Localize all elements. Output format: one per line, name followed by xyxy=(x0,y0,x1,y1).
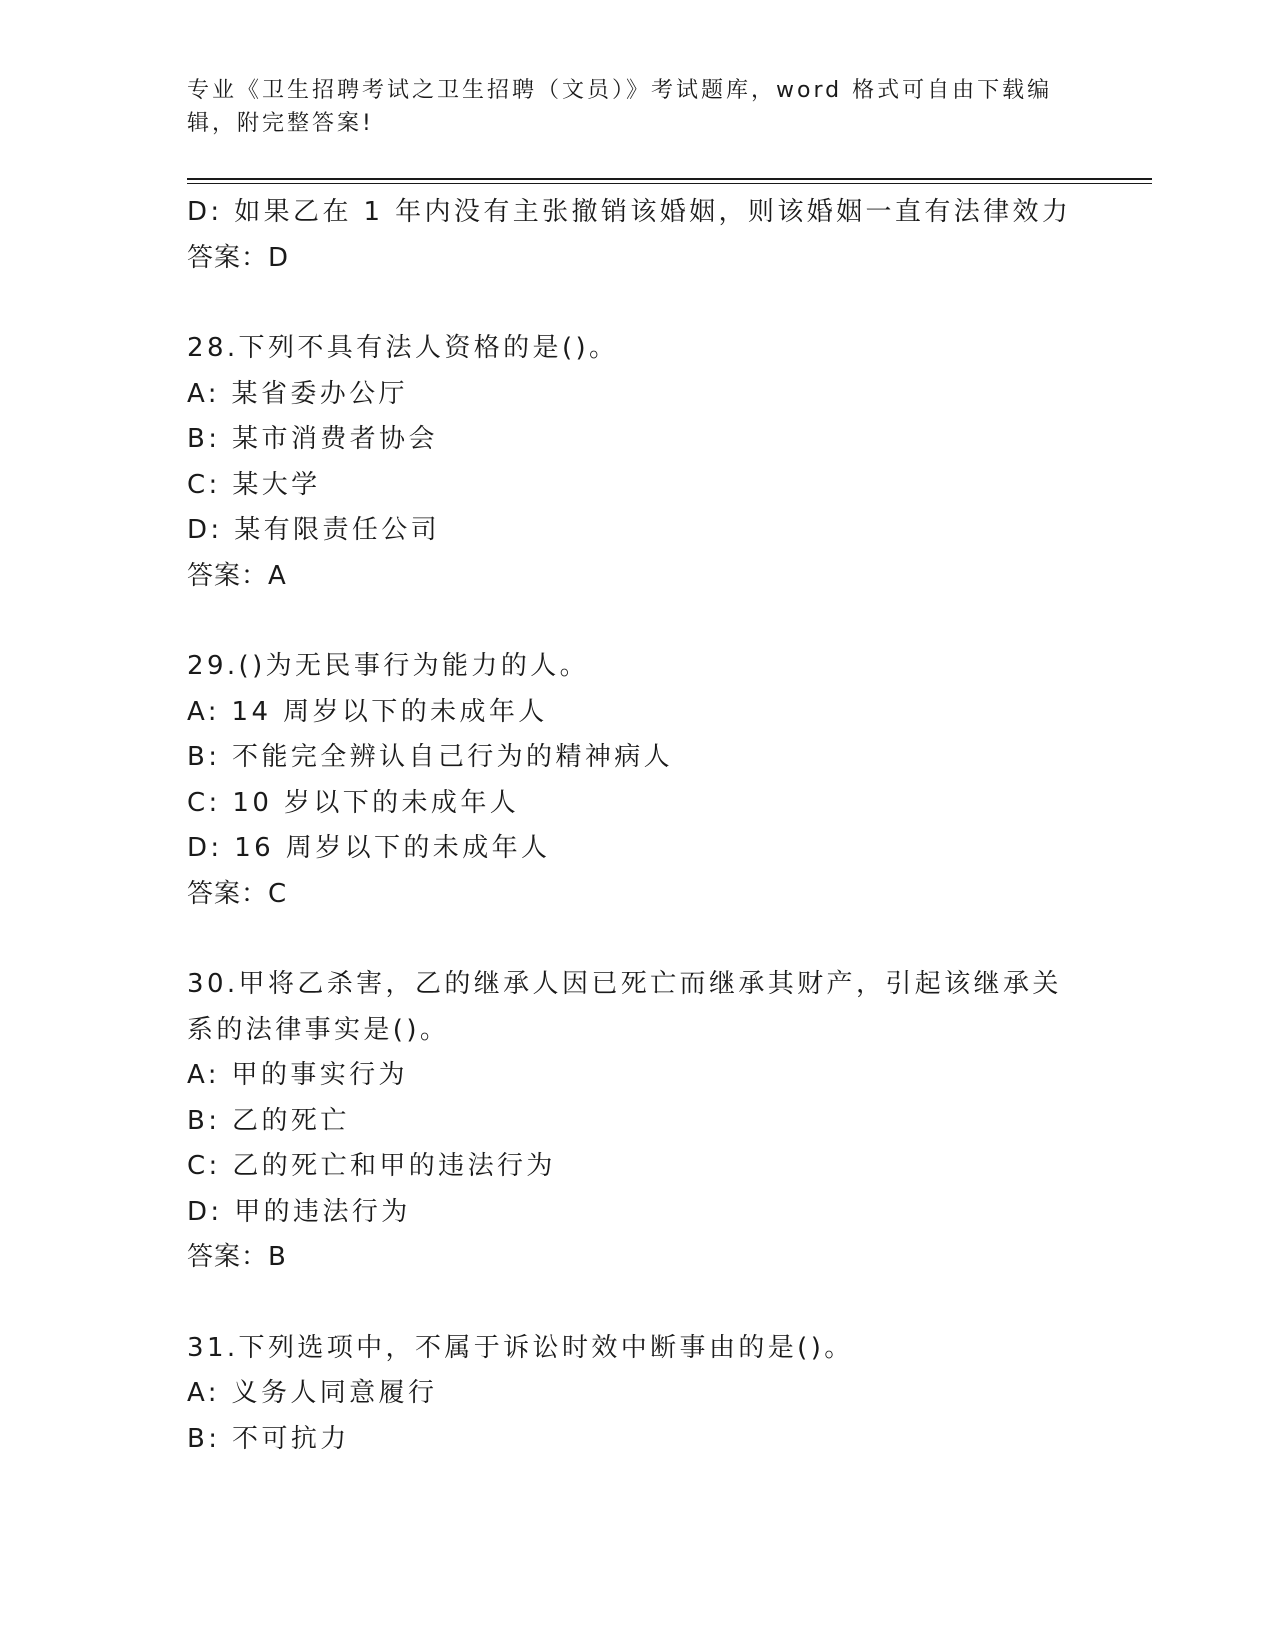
header-divider xyxy=(187,178,1152,180)
option-c: C: 10 岁以下的未成年人 xyxy=(187,787,520,818)
answer-line: 答案：A xyxy=(187,560,287,591)
option-b: B: 不能完全辨认自己行为的精神病人 xyxy=(187,742,674,772)
question-27-continued xyxy=(187,190,1117,281)
option-a: A: 某省委办公厅 xyxy=(187,378,408,409)
option-a: A: 义务人同意履行 xyxy=(187,1378,438,1408)
option-b: B: 乙的死亡 xyxy=(187,1105,350,1136)
option-b: B: 不可抗力 xyxy=(187,1423,350,1454)
answer-line: 答案：D xyxy=(187,242,290,273)
option-b: B: 某市消费者协会 xyxy=(187,424,438,454)
option-d: D: 如果乙在 1 年内没有主张撤销该婚姻，则该婚姻一直有法律效力 xyxy=(187,197,1072,227)
header-divider-thin xyxy=(187,183,1152,184)
question-31 xyxy=(187,1326,1117,1463)
document-header: 专业《卫生招聘考试之卫生招聘（文员）》考试题库，word 格式可自由下载编辑，附完整答案! xyxy=(187,78,1053,136)
question-stem: 31.下列选项中，不属于诉讼时效中断事由的是()。 xyxy=(187,1332,854,1363)
question-list xyxy=(187,190,1117,1462)
option-a: A: 甲的事实行为 xyxy=(187,1060,408,1090)
option-d: D: 16 周岁以下的未成年人 xyxy=(187,833,551,863)
question-29 xyxy=(187,644,1117,917)
question-stem: 29.()为无民事行为能力的人。 xyxy=(187,651,590,681)
option-c: C: 某大学 xyxy=(187,469,321,500)
option-d: D: 某有限责任公司 xyxy=(187,515,441,545)
question-30 xyxy=(187,962,1117,1281)
question-stem: 30.甲将乙杀害，乙的继承人因已死亡而继承其财产，引起该继承关系的法律事实是()。 xyxy=(187,969,1062,1045)
answer-line: 答案：B xyxy=(187,1242,287,1272)
question-28 xyxy=(187,326,1117,599)
option-c: C: 乙的死亡和甲的违法行为 xyxy=(187,1151,556,1181)
option-a: A: 14 周岁以下的未成年人 xyxy=(187,696,548,727)
option-d: D: 甲的违法行为 xyxy=(187,1196,411,1227)
answer-line: 答案：C xyxy=(187,878,288,909)
question-stem: 28.下列不具有法人资格的是()。 xyxy=(187,333,619,363)
